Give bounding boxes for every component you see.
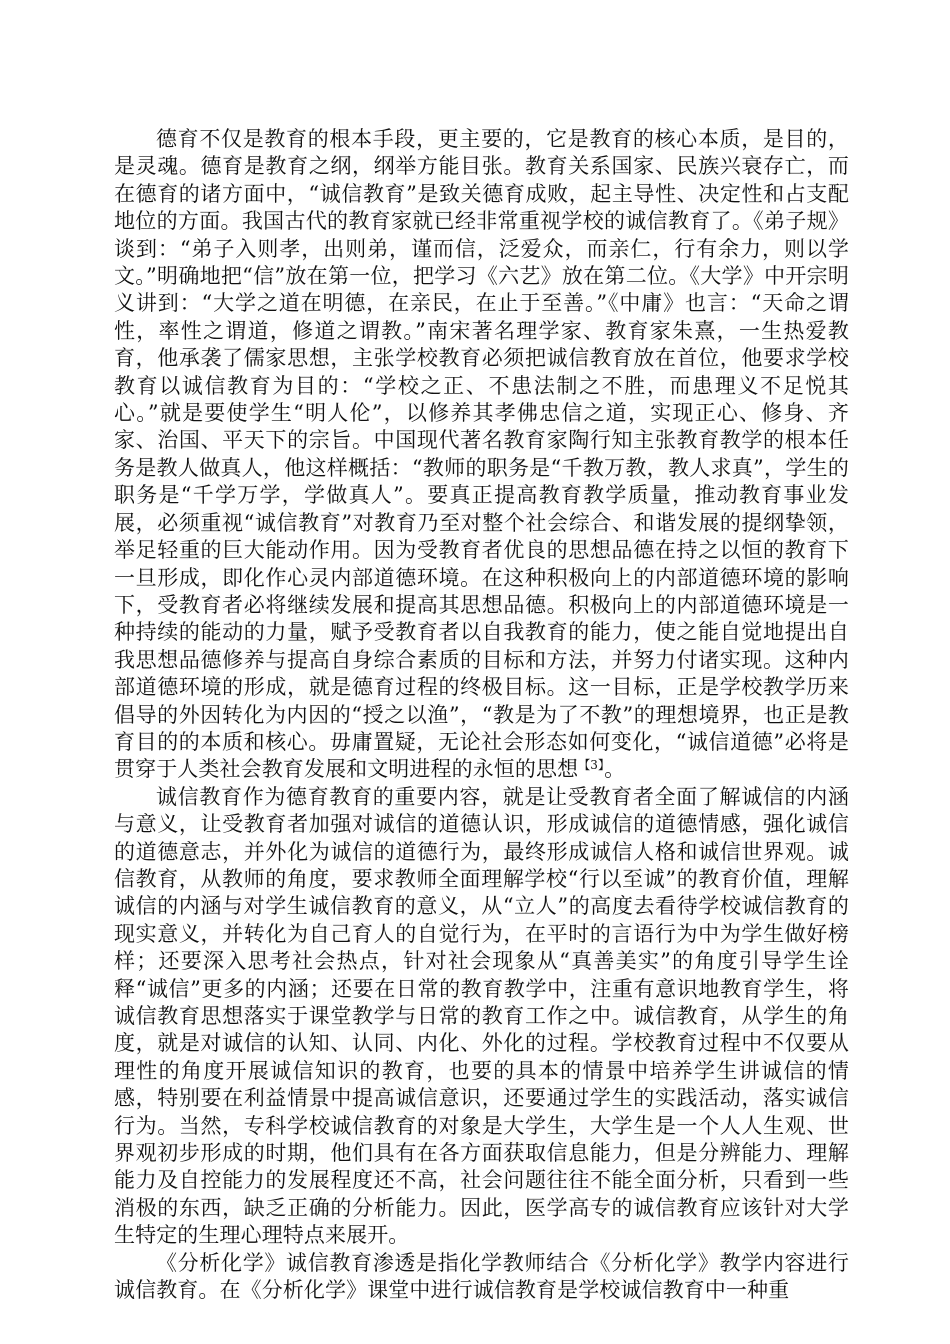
paragraph-2 xyxy=(114,784,849,1250)
paragraph-3 xyxy=(114,1250,849,1305)
paragraph-2-text: 诚信教育作为德育教育的重要内容，就是让受教育者全面了解诚信的内涵与意义，让受教育者加强对诚信的道德认识，形成诚信的道德情感，强化诚信的道德意志，并外化为诚信的道德行为，最终形成诚信人格和诚信世界观。诚信教育，从教师的角度，要求教师全面理解学校“行以至诚”的教育价值，理解诚信的内涵与对学生诚信教育的意义，从“立人”的高度去看待学校诚信教育的现实意义，并转化为自己育人的自觉行为，在平时的言语行为中为学生做好榜样；还要深入思考社会热点，针对社会现象从“真善美实”的角度引导学生诠释“诚信”更多的内涵；还要在日常的教育教学中，注重有意识地教育学生，将诚信教育思想落实于课堂教学与日常的教育工作之中。诚信教育，从学生的角度，就是对诚信的认知、认同、内化、外化的过程。学校教育过程中不仅要从理性的角度开展诚信知识的教育，也要的具本的情景中培养学生讲诚信的情感，特别要在利益情景中提高诚信意识，还要通过学生的实践活动，落实诚信行为。当然，专科学校诚信教育的对象是大学生，大学生是一个人人生观、世界观初步形成的时期，他们具有在各方面获取信息能力，但是分辨能力、理解能力及自控能力的发展程度还不高，社会问题往往不能全面分析，只看到一些消极的东西，缺乏正确的分析能力。因此，医学高专的诚信教育应该针对大学生特定的生理心理特点来展开。 xyxy=(114,784,849,1248)
paragraph-1-text: 德育不仅是教育的根本手段，更主要的，它是教育的核心本质，是目的，是灵魂。德育是教育之纲，纲举方能目张。教育关系国家、民族兴衰存亡，而在德育的诸方面中，“诚信教育”是致关德育成败，起主导性、决定性和占支配地位的方面。我国古代的教育家就已经非常重视学校的诚信教育了。《弟子规》谈到：“弟子入则孝，出则弟，谨而信，泛爱众，而亲仁，行有余力，则以学文。”明确地把“信”放在第一位，把学习《六艺》放在第二位。《大学》中开宗明义讲到：“大学之道在明德，在亲民，在止于至善。”《中庸》也言：“天命之谓性，率性之谓道，修道之谓教。”南宋著名理学家、教育家朱熹，一生热爱教育，他承袭了儒家思想，主张学校教育必须把诚信教育放在首位，他要求学校教育以诚信教育为目的：“学校之正、不患法制之不胜，而患理义不足悦其心。”就是要使学生“明人伦”，以修养其孝佛忠信之道，实现正心、修身、齐家、治国、平天下的宗旨。中国现代著名教育家陶行知主张教育教学的根本任务是教人做真人，他这样概括：“教师的职务是“千教万教，教人求真”，学生的职务是“千学万学，学做真人”。要真正提高教育教学质量，推动教育事业发展，必须重视“诚信教育”对教育乃至对整个社会综合、和谐发展的提纲挚领，举足轻重的巨大能动作用。因为受教育者优良的思想品德在持之以恒的教育下一旦形成，即化作心灵内部道德环境。在这种积极向上的内部道德环境的影响下，受教育者必将继续发展和提高其思想品德。积极向上的内部道德环境是一种持续的能动的力量，赋予受教育者以自我教育的能力，使之能自觉地提出自我思想品德修养与提高自身综合素质的目标和方法，并努力付诸实现。这种内部道德环境的形成，就是德育过程的终极目标。这一目标，正是学校教学历来倡导的外因转化为内因的“授之以渔”，“教是为了不教”的理想境界，也正是教育目的的本质和核心。毋庸置疑，无论社会形态如何变化，“诚信道德”必将是贯穿于人类社会教育发展和文明进程的永恒的思想 xyxy=(114,127,849,782)
paragraph-1 xyxy=(114,126,849,784)
citation-marker[interactable]: 【3】 xyxy=(578,758,605,773)
document-body xyxy=(114,126,849,1304)
paragraph-1-tail: 。 xyxy=(604,757,626,782)
paragraph-3-text: 《分析化学》诚信教育渗透是指化学教师结合《分析化学》教学内容进行诚信教育。在《分析化学》课堂中进行诚信教育是学校诚信教育中一种重 xyxy=(114,1250,849,1303)
